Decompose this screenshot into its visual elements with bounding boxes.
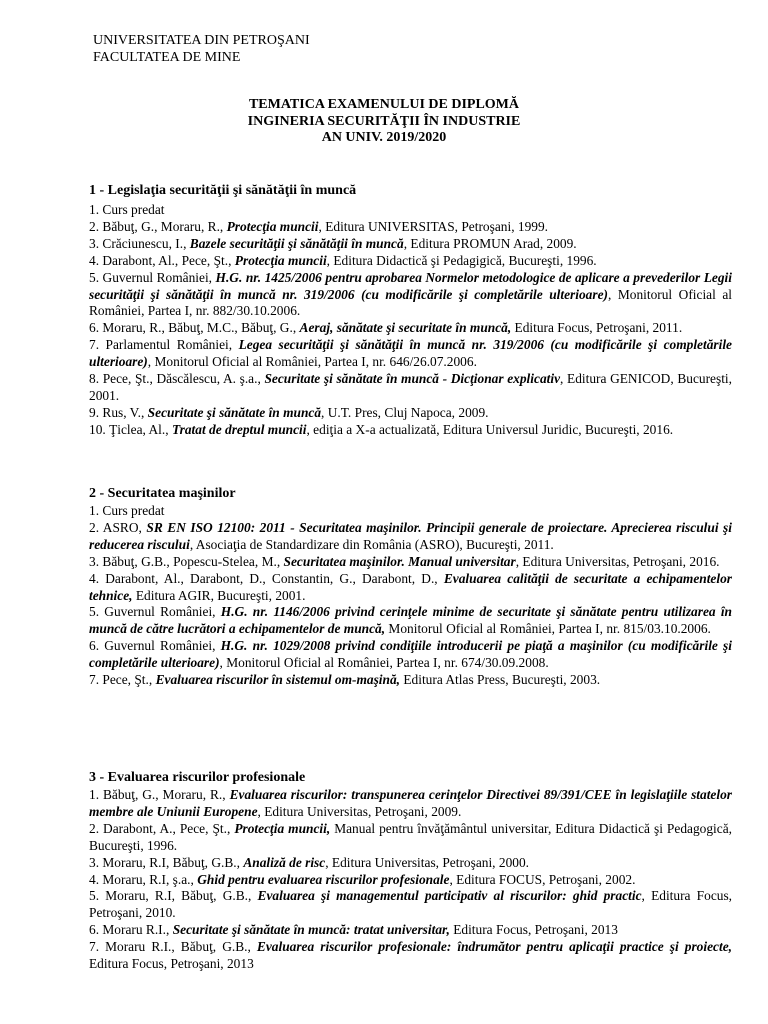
section-1-refs	[89, 202, 732, 439]
section-heading: 1 - Legislaţia securităţii şi sănătăţii în muncă	[89, 183, 357, 198]
faculty-name: FACULTATEA DE MINE	[93, 50, 241, 65]
reference-item: 5. Guvernul României, H.G. nr. 1146/2006 privind cerinţele minime de securitate şi sănătate pentru utilizarea în muncă de către lucrători a echipamentelor de muncă, Monitorul Oficial al României, Partea I, nr. 815/03.10.2006.	[89, 604, 732, 637]
reference-item: 9. Rus, V., Securitate şi sănătate în muncă, U.T. Pres, Cluj Napoca, 2009.	[89, 404, 489, 420]
reference-item: 1. Curs predat	[89, 503, 165, 518]
title-line-1: TEMATICA EXAMENULUI DE DIPLOMĂ	[248, 97, 520, 112]
reference-item: 10. Ţiclea, Al., Tratat de dreptul muncii, ediţia a X-a actualizată, Editura Universul Juridic, Bucureşti, 2016.	[89, 421, 674, 437]
reference-item: 7. Moraru R.I., Băbuţ, G.B., Evaluarea riscurilor profesionale: îndrumător pentru aplicaţii practice şi proiecte, Editura Focus, Petroşani, 2013	[89, 939, 733, 972]
university-name: UNIVERSITATEA DIN PETROŞANI	[93, 33, 310, 48]
reference-item: 4. Darabont, Al., Darabont, D., Constantin, G., Darabont, D., Evaluarea calităţii de securitate a echipamentelor tehnice, Editura AGIR, Bucureşti, 2001.	[89, 570, 732, 603]
reference-item: 7. Parlamentul României, Legea securităţii şi sănătăţii în muncă nr. 319/2006 (cu modificările şi completările ulterioare), Monitorul Oficial al României, Partea I, nr. 646/26.07.2006.	[89, 337, 733, 370]
section-heading: 2 - Securitatea maşinilor	[89, 486, 236, 501]
reference-item: 1. Curs predat	[89, 202, 165, 217]
reference-item: 5. Moraru, R.I, Băbuţ, G.B., Evaluarea şi managementul participativ al riscurilor: ghid practic, Editura Focus, Petroşani, 2010.	[89, 888, 733, 921]
reference-item: 2. ASRO, SR EN ISO 12100: 2011 - Securitatea maşinilor. Principii generale de proiectare. Aprecierea riscului şi reducerea riscului, Asociaţia de Standardizare din România (ASRO), Bucureşti, 2011.	[89, 519, 732, 552]
reference-item: 5. Guvernul României, H.G. nr. 1425/2006 pentru aprobarea Normelor metodologice de aplicare a prevederilor Legii securităţii şi sănătăţii în muncă nr. 319/2006 (cu modificările şi completările ulterioare), Monitorul Oficial al României, Partea I, nr. 882/30.10.2006.	[89, 269, 732, 319]
reference-item: 6. Moraru R.I., Securitate şi sănătate în muncă: tratat universitar, Editura Focus, Petroşani, 2013	[89, 922, 618, 938]
reference-item: 4. Moraru, R.I, ş.a., Ghid pentru evaluarea riscurilor profesionale, Editura FOCUS, Petroşani, 2002.	[89, 871, 636, 887]
reference-item: 7. Pece, Şt., Evaluarea riscurilor în sistemul om-maşină, Editura Atlas Press, Bucureşti, 2003.	[89, 672, 601, 688]
reference-item: 3. Băbuţ, G.B., Popescu-Stelea, M., Securitatea maşinilor. Manual universitar, Editura Universitas, Petroşani, 2016.	[89, 553, 720, 569]
reference-item: 1. Băbuţ, G., Moraru, R., Evaluarea riscurilor: transpunerea cerinţelor Directivei 89/391/CEE în legislaţiile statelor membre ale Uniunii Europene, Editura Universitas, Petroşani, 2009.	[89, 787, 733, 819]
section-3-refs	[89, 787, 732, 973]
document-title	[0, 97, 768, 147]
reference-item: 2. Darabont, A., Pece, Şt., Protecţia muncii, Manual pentru învăţământul universitar, Editura Didactică şi Pedagogică, Bucureşti, 1996.	[89, 820, 733, 853]
title-line-3: AN UNIV. 2019/2020	[321, 130, 447, 145]
section-heading: 3 - Evaluarea riscurilor profesionale	[89, 770, 306, 785]
reference-item: 3. Crăciunescu, I., Bazele securităţii şi sănătăţii în muncă, Editura PROMUN Arad, 2009.	[89, 235, 577, 251]
section-2-refs	[89, 503, 732, 689]
reference-item: 3. Moraru, R.I, Băbuţ, G.B., Analiză de risc, Editura Universitas, Petroşani, 2000.	[89, 854, 530, 870]
reference-item: 6. Guvernul României, H.G. nr. 1029/2008 privind condiţiile introducerii pe piaţă a maşinilor (cu modificările şi completările ulterioare), Monitorul Oficial al României, Partea I, nr. 674/30.09.2008.	[89, 638, 732, 671]
reference-item: 2. Băbuţ, G., Moraru, R., Protecţia muncii, Editura UNIVERSITAS, Petroşani, 1999.	[89, 218, 549, 234]
institution-header	[93, 32, 310, 66]
reference-item: 4. Darabont, Al., Pece, Şt., Protecţia muncii, Editura Didactică şi Pedagigică, Bucureşti, 1996.	[89, 252, 597, 268]
title-line-2: INGINERIA SECURITĂŢII ÎN INDUSTRIE	[247, 113, 521, 129]
reference-item: 6. Moraru, R., Băbuţ, M.C., Băbuţ, G., Aeraj, sănătate şi securitate în muncă, Editura Focus, Petroşani, 2011.	[89, 320, 683, 336]
reference-item: 8. Pece, Şt., Dăscălescu, A. ş.a., Securitate şi sănătate în muncă - Dicţionar explicativ, Editura GENICOD, Bucureşti, 2001.	[89, 371, 732, 403]
